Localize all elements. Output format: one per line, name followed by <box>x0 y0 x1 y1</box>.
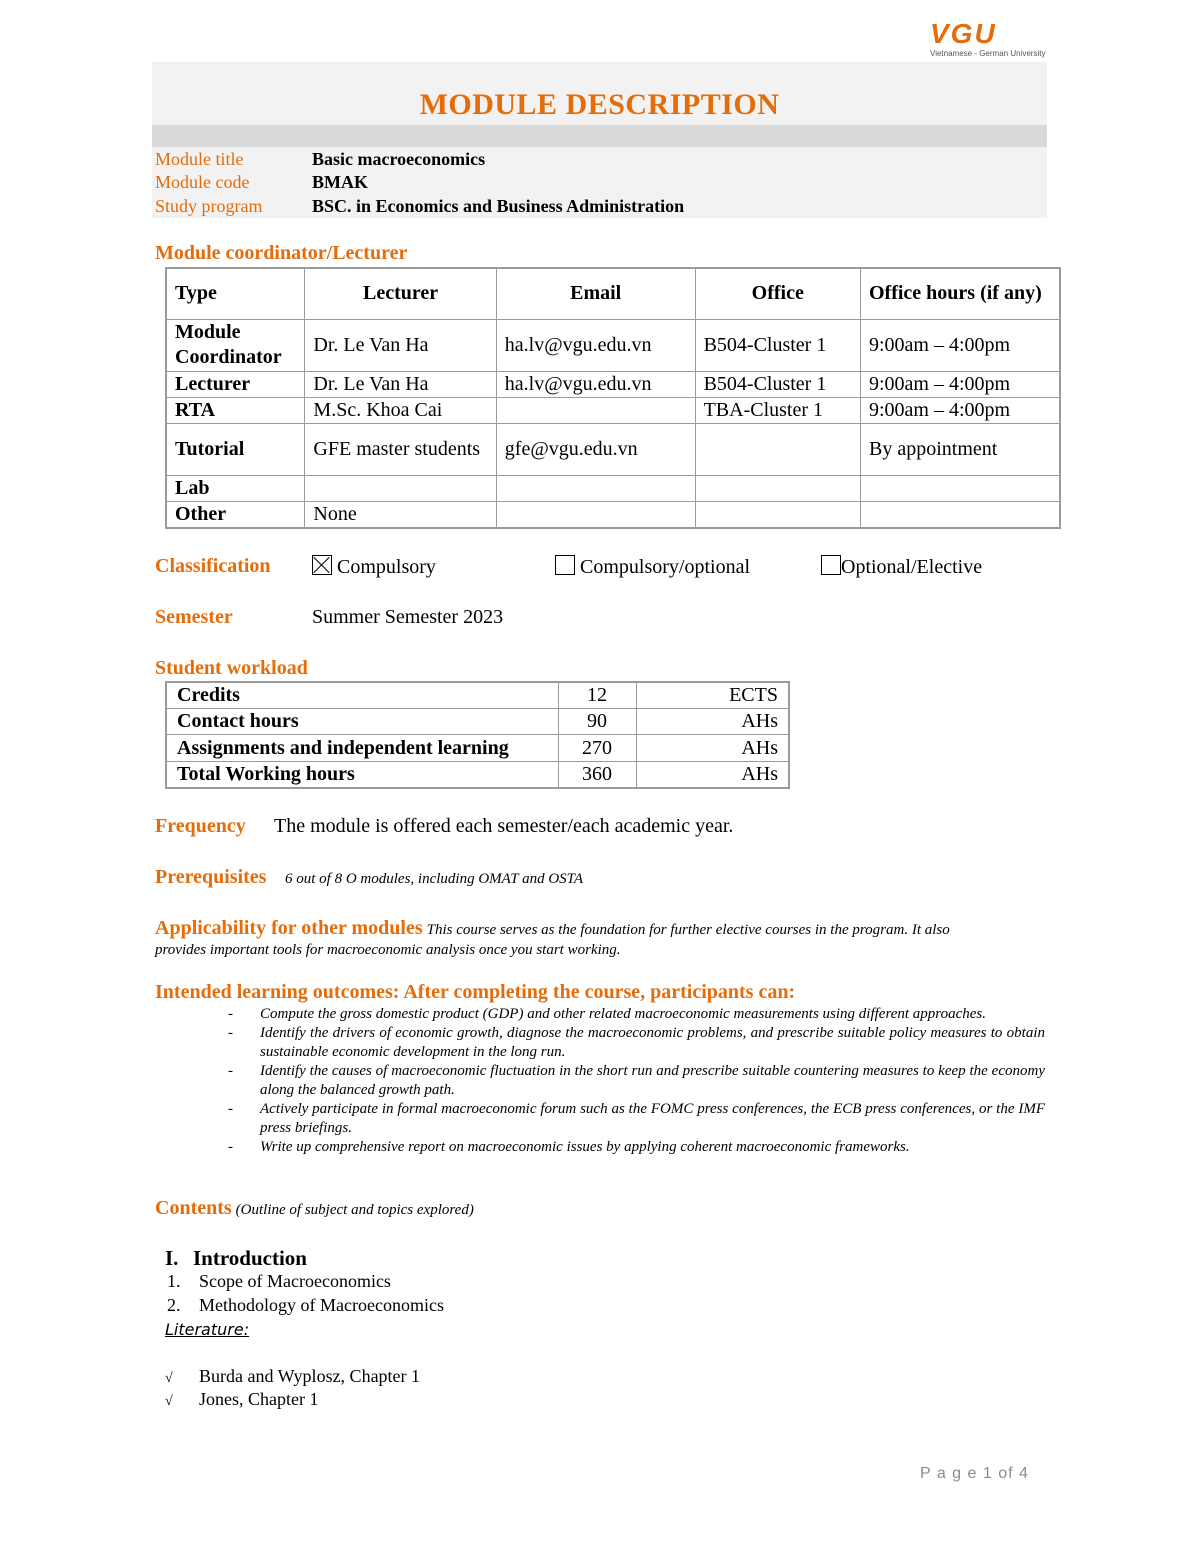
cell-email <box>496 501 695 528</box>
cell-type: Lab <box>166 475 305 501</box>
header-office: Office <box>695 268 860 319</box>
cell-office: TBA-Cluster 1 <box>695 397 860 423</box>
cell-office <box>695 501 860 528</box>
semester-value: Summer Semester 2023 <box>312 606 504 628</box>
cell-office-hours <box>860 475 1060 501</box>
outcome-text: Actively participate in formal macroeconomic forum such as the FOMC press conferences, the ECB press conferences, or the IMF press briefings. <box>260 1101 1045 1136</box>
outcomes-heading: Intended learning outcomes: After completing the course, participants can: <box>155 981 796 1003</box>
classification-option-compulsory[interactable] <box>312 555 436 579</box>
literature-text: Jones, Chapter 1 <box>199 1389 319 1409</box>
literature-label: Literature: <box>165 1320 250 1339</box>
header-band <box>152 125 1047 147</box>
outcomes-list <box>228 1005 1045 1157</box>
workload-value: 90 <box>558 709 636 735</box>
cell-office: B504-Cluster 1 <box>695 319 860 371</box>
cell-office-hours: 9:00am – 4:00pm <box>860 397 1060 423</box>
workload-label: Assignments and independent learning <box>166 735 558 762</box>
coordinator-heading: Module coordinator/Lecturer <box>155 242 408 264</box>
workload-value: 270 <box>558 735 636 762</box>
cell-office <box>695 475 860 501</box>
table-row <box>166 397 1060 423</box>
workload-value: 360 <box>558 762 636 789</box>
cell-lecturer: Dr. Le Van Ha <box>305 371 496 397</box>
document-title: MODULE DESCRIPTION <box>419 88 780 121</box>
cell-office: B504-Cluster 1 <box>695 371 860 397</box>
logo-subtitle: Vietnamese - German University <box>930 49 1046 58</box>
bullet-dash: - <box>228 1063 233 1079</box>
applicability-line1: This course serves as the foundation for further elective courses in the program. It also <box>426 922 950 938</box>
workload-unit: AHs <box>636 762 789 789</box>
option-label: Compulsory/optional <box>580 556 750 578</box>
contents-heading: Contents <box>155 1197 232 1219</box>
applicability-block <box>155 917 1047 940</box>
semester-heading: Semester <box>155 606 233 628</box>
literature-item <box>165 1366 420 1387</box>
applicability-heading: Applicability for other modules <box>155 917 423 939</box>
workload-value: 12 <box>558 682 636 709</box>
topic-item <box>167 1295 444 1316</box>
checkbox-checked-icon[interactable] <box>312 555 332 575</box>
prerequisites-value: 6 out of 8 O modules, including OMAT and OSTA <box>285 871 584 887</box>
workload-unit: AHs <box>636 709 789 735</box>
outcome-text: Compute the gross domestic product (GDP) and other related macroeconomic measurements using different approaches. <box>260 1006 986 1022</box>
classification-option-elective[interactable] <box>821 555 982 579</box>
cell-office-hours: 9:00am – 4:00pm <box>860 371 1060 397</box>
cell-email: ha.lv@vgu.edu.vn <box>496 371 695 397</box>
chapter-title: Introduction <box>193 1246 307 1270</box>
header-email: Email <box>496 268 695 319</box>
checkbox-icon[interactable] <box>555 555 575 575</box>
check-icon: √ <box>165 1371 173 1386</box>
workload-heading: Student workload <box>155 657 308 679</box>
list-item <box>228 1005 1045 1024</box>
list-item <box>228 1138 1045 1157</box>
topic-text: Methodology of Macroeconomics <box>199 1295 444 1315</box>
table-row <box>166 319 1060 371</box>
option-label: Compulsory <box>337 556 436 578</box>
literature-item <box>165 1389 318 1410</box>
table-row <box>166 735 789 762</box>
table-row <box>166 475 1060 501</box>
outcome-text: Identify the drivers of economic growth, diagnose the macroeconomic problems, and prescribe suitable policy measures to obtain sustainable economic development in the long run. <box>260 1025 1045 1060</box>
cell-lecturer: M.Sc. Khoa Cai <box>305 397 496 423</box>
table-row <box>166 371 1060 397</box>
applicability-line2: provides important tools for macroeconomic analysis once you start working. <box>155 942 621 958</box>
header-lecturer: Lecturer <box>305 268 496 319</box>
cell-office <box>695 423 860 475</box>
cell-lecturer: Dr. Le Van Ha <box>305 319 496 371</box>
workload-unit: ECTS <box>636 682 789 709</box>
cell-lecturer <box>305 475 496 501</box>
logo-mark: VGU <box>930 18 997 49</box>
topic-item <box>167 1271 391 1292</box>
outcome-text: Identify the causes of macroeconomic fluctuation in the short run and prescribe suitable countering measures to keep the economy along the balanced growth path. <box>260 1063 1045 1098</box>
table-row <box>166 423 1060 475</box>
list-item <box>228 1024 1045 1062</box>
workload-table <box>165 681 790 789</box>
table-header-row <box>166 268 1060 319</box>
cell-office-hours: 9:00am – 4:00pm <box>860 319 1060 371</box>
bullet-dash: - <box>228 1025 233 1041</box>
table-row <box>166 762 789 789</box>
frequency-heading: Frequency <box>155 815 246 837</box>
outcome-text: Write up comprehensive report on macroeconomic issues by applying coherent macroeconomic frameworks. <box>260 1139 910 1155</box>
table-row <box>166 682 789 709</box>
list-item <box>228 1062 1045 1100</box>
option-label: Optional/Elective <box>841 556 983 578</box>
classification-option-compulsory-optional[interactable] <box>555 555 750 579</box>
header-type: Type <box>166 268 305 319</box>
literature-text: Burda and Wyplosz, Chapter 1 <box>199 1366 421 1386</box>
topic-number: 1. <box>167 1271 181 1291</box>
study-program-value: BSC. in Economics and Business Administration <box>312 196 685 216</box>
header-office-hours: Office hours (if any) <box>860 268 1060 319</box>
module-title-label: Module title <box>155 149 244 169</box>
cell-type: Other <box>166 501 305 528</box>
bullet-dash: - <box>228 1006 233 1022</box>
cell-office-hours <box>860 501 1060 528</box>
workload-label: Total Working hours <box>166 762 558 789</box>
checkbox-icon[interactable] <box>821 555 841 575</box>
cell-email <box>496 475 695 501</box>
cell-office-hours: By appointment <box>860 423 1060 475</box>
table-row <box>166 709 789 735</box>
workload-label: Credits <box>166 682 558 709</box>
table-row <box>166 501 1060 528</box>
check-icon: √ <box>165 1394 173 1409</box>
cell-type: Lecturer <box>166 371 305 397</box>
topic-text: Scope of Macroeconomics <box>199 1271 391 1291</box>
chapter-heading <box>165 1246 307 1271</box>
bullet-dash: - <box>228 1139 233 1155</box>
cell-lecturer: None <box>305 501 496 528</box>
workload-unit: AHs <box>636 735 789 762</box>
bullet-dash: - <box>228 1101 233 1117</box>
coordinator-table <box>165 267 1061 529</box>
cell-email <box>496 397 695 423</box>
chapter-number: I. <box>165 1246 179 1270</box>
cell-type: Module Coordinator <box>166 319 305 371</box>
list-item <box>228 1100 1045 1138</box>
cell-type: RTA <box>166 397 305 423</box>
cell-email: gfe@vgu.edu.vn <box>496 423 695 475</box>
cell-lecturer: GFE master students <box>305 423 496 475</box>
study-program-label: Study program <box>155 196 263 216</box>
frequency-value: The module is offered each semester/each academic year. <box>274 815 734 837</box>
page-number: P a g e 1 of 4 <box>920 1465 1029 1482</box>
topic-number: 2. <box>167 1295 181 1315</box>
classification-heading: Classification <box>155 555 271 577</box>
module-title-value: Basic macroeconomics <box>312 149 486 169</box>
module-code-label: Module code <box>155 172 250 192</box>
vgu-logo <box>930 20 1045 58</box>
module-code-value: BMAK <box>312 172 368 192</box>
prerequisites-heading: Prerequisites <box>155 866 267 888</box>
contents-note: (Outline of subject and topics explored) <box>235 1202 474 1218</box>
contents-block <box>155 1197 474 1220</box>
workload-label: Contact hours <box>166 709 558 735</box>
cell-email: ha.lv@vgu.edu.vn <box>496 319 695 371</box>
cell-type: Tutorial <box>166 423 305 475</box>
